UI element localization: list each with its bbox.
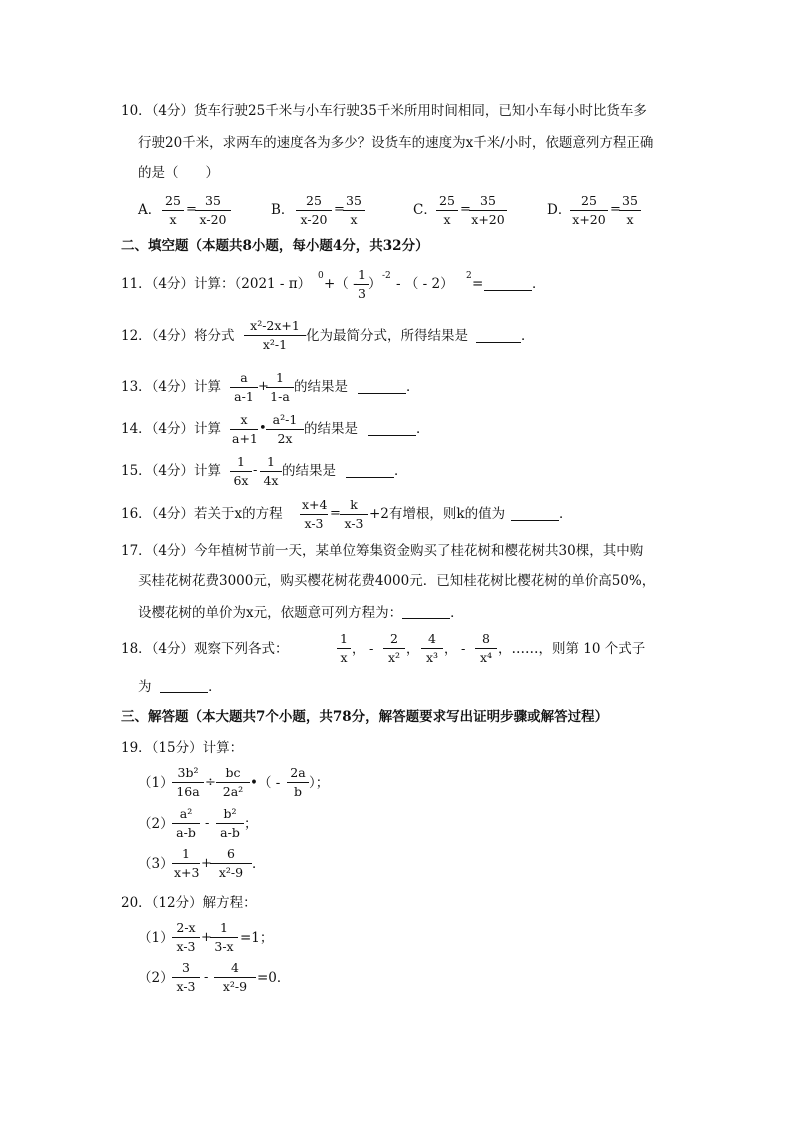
q16-suffix: +2有增根，则k的值为 [369,506,506,522]
q19-p1-end: ）； [309,775,330,791]
q10-line3: 的是（ ） [138,165,219,181]
q13-frac-2: $\frac{1}{1-a}$ [266,372,294,403]
q19-p1-op1: ÷ [205,775,216,790]
q18-neg-1: - [369,642,374,657]
q10-option-d-label[interactable]: D． [547,202,572,218]
q19-p2-op: - [205,816,210,831]
q10-option-a-frac-left: $\frac{25}{x}$ [162,195,184,226]
q18-sep-2: ， [406,642,420,657]
q10-score: （4分） [151,103,195,119]
q19-p1-label: （1） [138,775,174,791]
q20-p2-end: =0． [257,970,291,986]
q11-plus-open: +（ - [324,276,358,292]
q19-p1-frac-3: $\frac{2a}{b}$ [287,767,309,798]
q20-p1-label: （1） [138,930,174,946]
q10-option-d-frac-left: $\frac{25}{x+20}$ [570,195,608,226]
q15-frac-1: $\frac{1}{6x}$ [230,456,252,487]
q18-frac-2: $\frac{2}{\text{x²}}$ [383,633,405,664]
q10-option-d-frac-right: $\frac{35}{x}$ [619,195,641,226]
q19-p1-frac-2: $\frac{bc}{\text{2a²}}$ [216,767,250,798]
q11-close: ） [368,276,382,292]
q10-number: 10． [121,103,152,119]
q17-answer-blank[interactable] [402,606,450,619]
q10-option-a-eq: = [186,202,197,217]
q11-end: ． [532,276,546,292]
q20-p1-end: =1； [240,930,274,946]
q10-option-c-eq: = [460,202,471,217]
q20-p2-frac-1: $\frac{3}{x-3}$ [172,962,200,993]
q19-p3-end: ． [252,856,266,872]
q13-answer-blank[interactable] [358,381,406,396]
q18-frac-3: $\frac{4}{\text{x³}}$ [421,633,443,664]
q17-line2: 买桂花树花费3000元，购买樱花树花费4000元．已知桂花树比樱花树的单价高50%， [138,573,656,589]
q18-line2-text: 为 [138,679,152,695]
q16-frac-2: $\frac{k}{x-3}$ [340,499,368,530]
q19-p2-end: ； [244,816,258,832]
q10-option-b-eq: = [334,202,345,217]
q11-exp-neg2: -2 [382,271,391,281]
q17-end: ． [450,605,464,621]
q18-prefix: 18．（4分）观察下列各式： [121,641,289,657]
q18-frac-4: $\frac{8}{\text{x⁴}}$ [475,633,497,664]
q10-line1 [121,105,647,119]
q19-p3-frac-1: $\frac{1}{x+3}$ [174,846,200,880]
q19-p3-frac-2: $\frac{6}{\text{x²-9}}$ [210,848,252,879]
q12-end: ． [521,328,535,344]
q12-suffix: 化为最简分式，所得结果是 [306,328,468,344]
q14-frac-2: $\frac{\text{a²-1}}{2x}$ [266,414,304,445]
q19-p1-op2: •（ - [250,775,281,791]
q11-frac: $\frac{1}{3}$ [355,269,369,300]
q10-option-d-eq: = [610,202,621,217]
q10-line2: 行驶20千米，求两车的速度各为多少？设货车的速度为x千米/小时，依题意列方程正确 [138,135,654,151]
q16-end: ． [559,506,573,522]
q13-suffix: 的结果是 [294,379,348,395]
q18-neg-2: - [461,642,466,657]
q14-prefix: 14．（4分）计算 [121,421,222,437]
q17-line3-text: 设樱花树的单价为x元，依题意可列方程为： [138,605,403,621]
q19-p3-op: + [201,856,212,871]
q10-option-b-frac-right: $\frac{35}{x}$ [343,195,365,226]
q15-frac-2: $\frac{1}{4x}$ [260,456,282,487]
q16-prefix: 16．（4分）若关于x的方程 [121,506,283,522]
q13-end: ． [406,379,420,395]
q16-op: = [330,506,341,521]
q20-p2-frac-2: $\frac{4}{\text{x²-9}}$ [214,962,256,993]
q15-suffix: 的结果是 [282,463,336,479]
q19-p2-frac-1: $\frac{\text{a²}}{a-b}$ [172,808,200,839]
q20-p2-label: （2） [138,970,174,986]
section-3-heading: 三、解答题（本大题共7个小题，共78分，解答题要求写出证明步骤或解答过程） [121,709,609,725]
q18-sep-1: ， [352,642,366,657]
q10-option-a-label[interactable]: A． [138,202,162,218]
q15-op: - [253,463,258,478]
q11-minus: - （ - 2） [396,276,454,292]
q12-answer-blank[interactable] [476,330,521,345]
q10-option-c-label[interactable]: C． [413,202,437,218]
q20-p2-op: - [204,970,209,985]
q10-option-b-frac-left: $\frac{25}{x-20}$ [296,195,332,226]
q20-p1-op: + [201,930,212,945]
q18-suffix: ，……，则第 10 个式子 [498,641,646,657]
q11-answer-blank[interactable] [484,278,532,293]
q13-prefix: 13．（4分）计算 [121,379,222,395]
q19-p3-label: （3） [138,856,174,872]
q14-op: • [259,421,267,436]
q15-answer-blank[interactable] [346,465,394,480]
q15-end: ． [394,463,408,479]
q12-frac: $\frac{\text{x²-2x+1}}{\text{x²-1}}$ [244,320,306,351]
q10-option-c-frac-left: $\frac{25}{x}$ [436,195,458,226]
q13-frac-1: $\frac{a}{a-1}$ [230,372,258,403]
q11-exp0: 0 [318,271,324,281]
q13-op: + [258,379,269,394]
q19-title: 19．（15分）计算： [121,740,244,756]
q20-p1-frac-2: $\frac{1}{3-x}$ [210,922,238,953]
q10-text-1: 货车行驶25千米与小车行驶35千米所用时间相同，已知小车每小时比货车多 [194,103,647,119]
q18-frac-1: $\frac{1}{x}$ [337,633,351,664]
q10-option-c-frac-right: $\frac{35}{x+20}$ [469,195,507,226]
q14-end: ． [416,421,430,437]
q12-prefix: 12．（4分）将分式 [121,328,235,344]
q16-answer-blank[interactable] [511,508,559,523]
q14-frac-1: $\frac{x}{a+1}$ [232,412,258,446]
q20-title: 20．（12分）解方程： [121,895,257,911]
q18-answer-blank[interactable] [160,680,208,693]
q15-prefix: 15．（4分）计算 [121,463,222,479]
section-2-heading: 二、填空题（本题共8小题，每小题4分，共32分） [121,238,429,254]
q17-line3 [138,606,464,621]
q18-end: ． [208,679,222,695]
q19-p2-label: （2） [138,816,174,832]
q20-p1-frac-1: $\frac{2-x}{x-3}$ [172,922,200,953]
q14-answer-blank[interactable] [368,423,416,438]
q11-eq: = [472,276,484,292]
q17-line1: 17．（4分）今年植树节前一天，某单位筹集资金购买了桂花树和樱花树共30棵，其中购 [121,543,644,559]
q18-line2 [138,680,222,695]
q19-p2-frac-2: $\frac{\text{b²}}{a-b}$ [216,808,244,839]
q14-suffix: 的结果是 [304,421,358,437]
q18-sep-3: ， [444,642,458,657]
q16-frac-1: $\frac{x+4}{x-3}$ [302,497,328,531]
q10-option-a-frac-right: $\frac{35}{x-20}$ [195,195,231,226]
q19-p1-frac-1: $\frac{\text{3b²}}{16a}$ [172,767,204,798]
q11-exp2: 2 [466,271,472,281]
q11-prefix: 11．（4分）计算：（2021 - π） [121,276,312,292]
q10-option-b-label[interactable]: B． [271,202,295,218]
